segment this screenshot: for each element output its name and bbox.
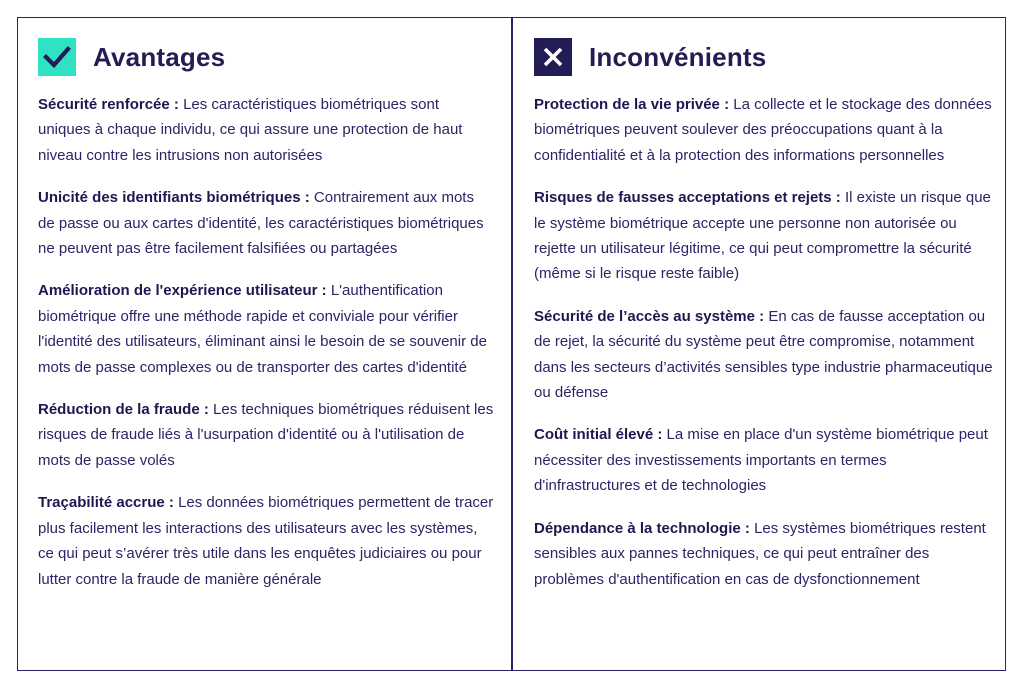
- advantage-item: [38, 92, 494, 168]
- disadvantage-item: [534, 516, 994, 592]
- advantage-label: Réduction de la fraude :: [38, 401, 209, 419]
- advantage-item: [38, 278, 494, 380]
- cross-icon: [534, 38, 572, 76]
- advantage-text: L'authentification biométrique offre une méthode rapide et conviviale pour vérifier l'identité des utilisateurs, éliminant ainsi le besoin de se souvenir de mots de passe complexes ou de transporter des cartes d'identité: [38, 282, 487, 376]
- disadvantages-title: Inconvénients: [589, 41, 767, 72]
- disadvantage-text: En cas de fausse acceptation ou de rejet, la sécurité du système peut être compromise, notamment dans les secteurs d’activités sensibles type industrie pharmaceutique ou défense: [534, 307, 993, 402]
- disadvantage-label: Protection de la vie privée :: [534, 96, 730, 113]
- advantage-label: Amélioration de l'expérience utilisateur :: [38, 282, 327, 300]
- disadvantage-item: [534, 304, 994, 406]
- disadvantage-item: [534, 422, 994, 498]
- advantages-header: [38, 38, 494, 76]
- disadvantage-text: Les systèmes biométriques restent sensibles aux pannes techniques, ce qui peut entraîner des problèmes d'authentification en cas de dysfonctionnement: [534, 519, 986, 588]
- disadvantage-label: Dépendance à la technologie :: [534, 519, 750, 537]
- advantages-title: Avantages: [93, 41, 226, 72]
- disadvantage-text: La collecte et le stockage des données biométriques peuvent soulever des préoccupations quant à la confidentialité et à la protection des informations personnelles: [534, 96, 992, 164]
- disadvantage-text: La mise en place d'un système biométrique peut nécessiter des investissements importants en termes d'infrastructures et de technologies: [534, 426, 988, 495]
- disadvantage-label: Coût initial élevé :: [534, 426, 663, 444]
- disadvantage-item: [534, 92, 994, 168]
- advantage-text: Les caractéristiques biométriques sont uniques à chaque individu, ce qui assure une protection de haut niveau contre les intrusions non autorisées: [38, 96, 463, 164]
- advantage-text: Contrairement aux mots de passe ou aux cartes d'identité, les caractéristiques biométriques ne peuvent pas être facilement falsifiées ou partagées: [38, 189, 484, 258]
- advantage-item: [38, 397, 494, 473]
- advantage-item: [38, 185, 494, 261]
- advantages-column: [38, 38, 494, 609]
- disadvantage-text: Il existe un risque que le système biométrique accepte une personne non autorisée ou rejette un utilisateur légitime, ce qui peut compromettre la sécurité (même si le risque reste faible): [534, 189, 991, 283]
- advantage-label: Traçabilité accrue :: [38, 494, 174, 512]
- checkmark-icon: [38, 38, 76, 76]
- advantage-label: Sécurité renforcée :: [38, 96, 179, 113]
- advantage-item: [38, 490, 494, 592]
- advantage-label: Unicité des identifiants biométriques :: [38, 189, 310, 207]
- advantage-text: Les données biométriques permettent de tracer plus facilement les interactions des utilisateurs avec les systèmes, ce qui peut s’avérer très utile dans les enquêtes judiciaires ou pour lutter contre la fraude de manière générale: [38, 494, 494, 588]
- disadvantages-header: [534, 38, 994, 76]
- disadvantage-item: [534, 185, 994, 287]
- disadvantages-column: [534, 38, 994, 609]
- disadvantage-label: Risques de fausses acceptations et rejets :: [534, 189, 841, 207]
- column-divider: [511, 17, 513, 671]
- advantage-text: Les techniques biométriques réduisent les risques de fraude liés à l'usurpation d'identité ou à l'utilisation de mots de passe volés: [38, 401, 494, 469]
- disadvantage-label: Sécurité de l’accès au système :: [534, 307, 765, 325]
